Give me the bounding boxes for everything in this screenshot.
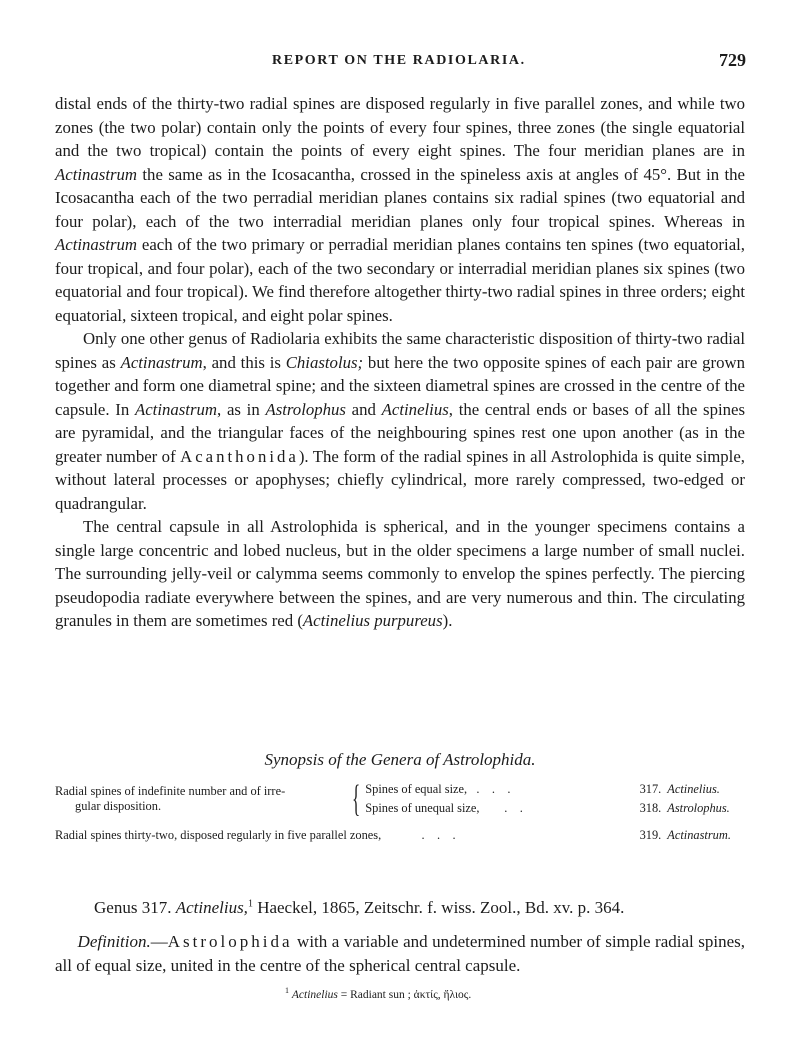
text-run: each of the two primary or perradial meridian planes contains ten spines (two equatorial, four tropical, and four polar), each of the two secondary or interradial meridian planes six spines (two equatorial and four tropical). We find therefore altogether thirty-two radial spines in three orders; eight equatorial, sixteen tropical, and eight polar spines.: [55, 235, 745, 325]
italic-term: Astrolophus: [265, 399, 346, 419]
synopsis-title: Synopsis of the Genera of Astrolophida.: [264, 750, 536, 769]
genus-prefix: Genus 317.: [94, 898, 172, 917]
definition: Definition.—Astrolophida with a variable and undetermined number of simple radial spines, all of equal size, united in the centre of the spherical central capsule.: [55, 932, 745, 975]
group-1-line-2: gular disposition.: [75, 799, 162, 813]
option-label: Spines of unequal size, . .: [365, 801, 523, 815]
running-title: REPORT ON THE RADIOLARIA.: [272, 53, 526, 68]
italic-term: Actinastrum: [120, 352, 203, 372]
text-run: distal ends of the thirty-two radial spines are disposed regularly in five parallel zones, and while two zones (the two polar) contain only the points of every four spines, three zones (the single equatorial and the two tropical) contain the points of every eight spines. The four meridian planes are in: [55, 94, 745, 160]
option-label: Spines of equal size, . . .: [365, 782, 511, 796]
table-row: [55, 780, 745, 799]
genus-number: 317.: [639, 782, 662, 796]
italic-term: Actinelius purpureus: [302, 611, 443, 630]
definition-family: Astrolophida: [167, 932, 293, 951]
genus-name: Astrolophus.: [667, 801, 730, 815]
page-header: [0, 50, 800, 74]
brace-icon: {: [352, 778, 361, 820]
definition-label: Definition.: [77, 932, 151, 951]
synopsis: [55, 750, 745, 845]
spaced-term: Acanthonida: [180, 446, 299, 466]
page-number: 729: [719, 50, 746, 70]
paragraph: [55, 92, 745, 327]
text-run: Only one other genus of Radiolaria exhibits the same characteristic disposition of thirty-two radial spines as: [55, 329, 745, 372]
text-run: , and this is: [202, 352, 286, 372]
text-run: and: [345, 399, 382, 419]
text-run: but here the two opposite spines of each pair are grown together and form one diametral spine; and the sixteen diametral spines are crossed in the centre of the capsule. In: [55, 352, 745, 419]
text-run: ). The form of the radial spines in all Astrolophida is quite simple, without lateral processes or apophyses; chiefly cylindrical, more rarely compressed, two-edged or quadrangular.: [55, 446, 745, 513]
footnote: $^1$ Actinelius = Radiant sun ; ἀκτίς, ἥλιος.: [285, 986, 472, 1001]
genus-name: Actinastrum.: [667, 828, 731, 842]
footnote-genus: Actinelius: [291, 988, 338, 1001]
genus-name-heading: Actinelius,: [175, 898, 248, 917]
synopsis-table: [55, 780, 745, 845]
definition-text: with a variable and undetermined number of simple radial spines, all of equal size, united in the centre of the spherical central capsule.: [55, 932, 745, 975]
italic-term: Chiastolus;: [285, 352, 364, 372]
group-1-description: [55, 780, 347, 818]
italic-term: Actinelius: [381, 399, 449, 419]
table-row: [55, 818, 745, 845]
genus-name: Actinelius.: [667, 782, 720, 796]
text-run: the same as in the Icosacantha, crossed in the spineless axis at angles of 45°. But in the Icosacantha each of the two perradial meridian planes contains six radial spines (two equatorial and four polar), each of the two interradial meridian planes only four tropical spines. Whereas in: [55, 164, 745, 231]
paragraph: [55, 327, 745, 515]
paragraph: [55, 515, 745, 633]
italic-term: Actinastrum: [134, 399, 218, 419]
italic-term: Actinastrum: [55, 235, 138, 254]
text-run: , as in: [217, 399, 266, 419]
group-2-description: Radial spines thirty-two, disposed regularly in five parallel zones, . . .: [55, 828, 456, 842]
footnote-text: = Radiant sun ; ἀκτίς, ἥλιος.: [337, 988, 472, 1001]
group-1-line-1: Radial spines of indefinite number and of irre-: [55, 784, 286, 798]
italic-term: Actinastrum: [55, 164, 138, 184]
genus-number: 319.: [639, 828, 662, 842]
genus-number: 318.: [639, 801, 662, 815]
text-run: ).: [442, 611, 453, 630]
footnote-mark: 1: [247, 898, 253, 910]
genus-citation: Haeckel, 1865, Zeitschr. f. wiss. Zool., Bd. xv. p. 364.: [257, 898, 625, 917]
text-run: The central capsule in all Astrolophida is spherical, and in the younger specimens contains a single large concentric and lobed nucleus, but in the older specimens a large number of small nuclei. The surrounding jelly-veil or calymma seems commonly to envelop the spines perfectly. The piercing pseudopodia radiate everywhere between the spines, and are very numerous and thin. The circulating granules in them are sometimes red (: [55, 517, 745, 630]
text-run: , the central ends or bases of all the spines are pyramidal, and the triangular faces of the neighbouring spines rest one upon another (as in the greater number of: [55, 399, 745, 466]
genus-heading: [94, 898, 624, 918]
body-text: [55, 92, 745, 633]
